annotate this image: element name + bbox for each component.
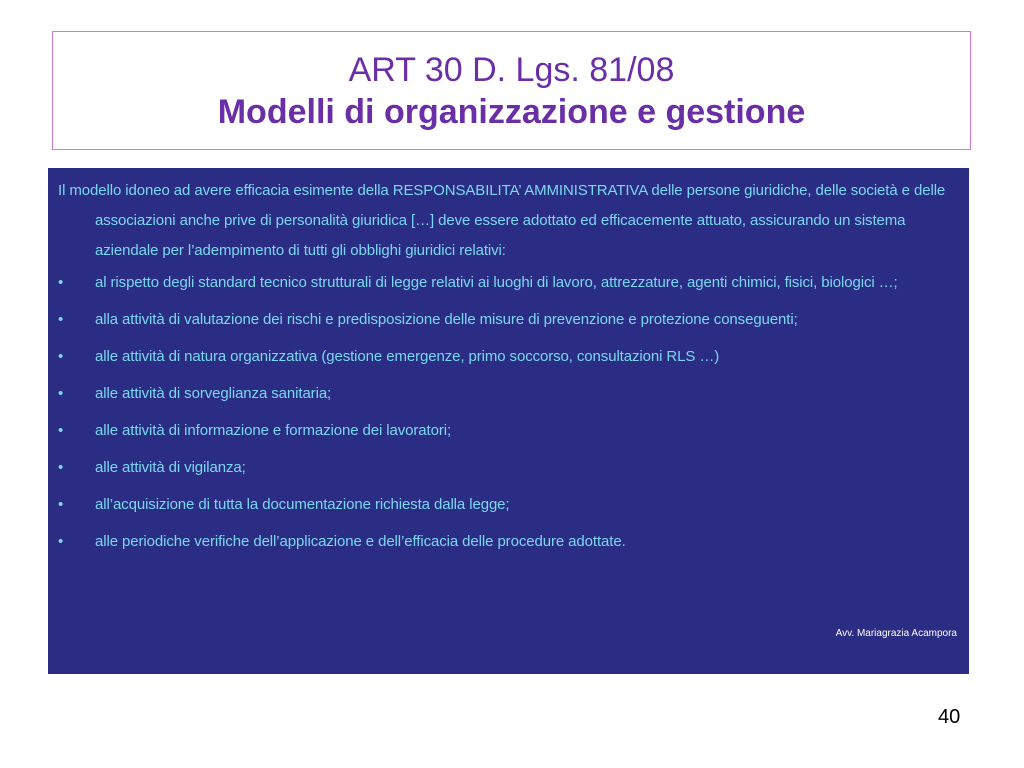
bullet-icon: •: [58, 496, 64, 513]
intro-paragraph: Il modello idoneo ad avere efficacia esimente della RESPONSABILITA’ AMMINISTRATIVA delle persone giuridiche, delle società e delle associazioni anche prive di personalità giuridica […] deve essere adottato ed efficacemente attuato, assicurando un sistema aziendale per l’adempimento di tutti gli obblighi giuridici relativi:: [58, 182, 946, 259]
bullet-icon: •: [58, 533, 64, 550]
bullet-text: alle periodiche verifiche dell’applicazione e dell’efficacia delle procedure adottate.: [95, 533, 626, 550]
bullet-icon: •: [58, 274, 64, 291]
bullet-text: al rispetto degli standard tecnico strutturali di legge relativi ai luoghi di lavoro, attrezzature, agenti chimici, fisici, biologici …;: [95, 274, 898, 291]
bullet-item: [58, 379, 957, 409]
bullet-text: alle attività di informazione e formazione dei lavoratori;: [95, 422, 452, 439]
content-box: [48, 168, 969, 674]
bullet-item: [58, 527, 957, 557]
author-credit: Avv. Mariagrazia Acampora: [835, 628, 957, 639]
slide-subtitle: Modelli di organizzazione e gestione: [217, 92, 806, 131]
bullet-icon: •: [58, 385, 64, 402]
bullet-text: alle attività di sorveglianza sanitaria;: [95, 385, 332, 402]
bullet-item: [58, 342, 957, 372]
bullet-item: [58, 416, 957, 446]
slide-title: ART 30 D. Lgs. 81/08: [348, 50, 675, 89]
bullet-icon: •: [58, 422, 64, 439]
bullet-text: alle attività di natura organizzativa (gestione emergenze, primo soccorso, consultazioni RLS …): [95, 348, 720, 365]
bullet-icon: •: [58, 348, 64, 365]
title-box: [52, 31, 971, 150]
bullet-text: alla attività di valutazione dei rischi e predisposizione delle misure di prevenzione e protezione conseguenti;: [95, 311, 798, 328]
bullet-item: [58, 490, 957, 520]
bullet-item: [58, 305, 957, 335]
bullet-icon: •: [58, 311, 64, 328]
bullet-text: all’acquisizione di tutta la documentazione richiesta dalla legge;: [95, 496, 510, 513]
bullet-text: alle attività di vigilanza;: [95, 459, 246, 476]
bullet-list: [58, 268, 957, 557]
bullet-item: [58, 268, 957, 298]
bullet-icon: •: [58, 459, 64, 476]
page-number: 40: [938, 706, 961, 728]
bullet-item: [58, 453, 957, 483]
